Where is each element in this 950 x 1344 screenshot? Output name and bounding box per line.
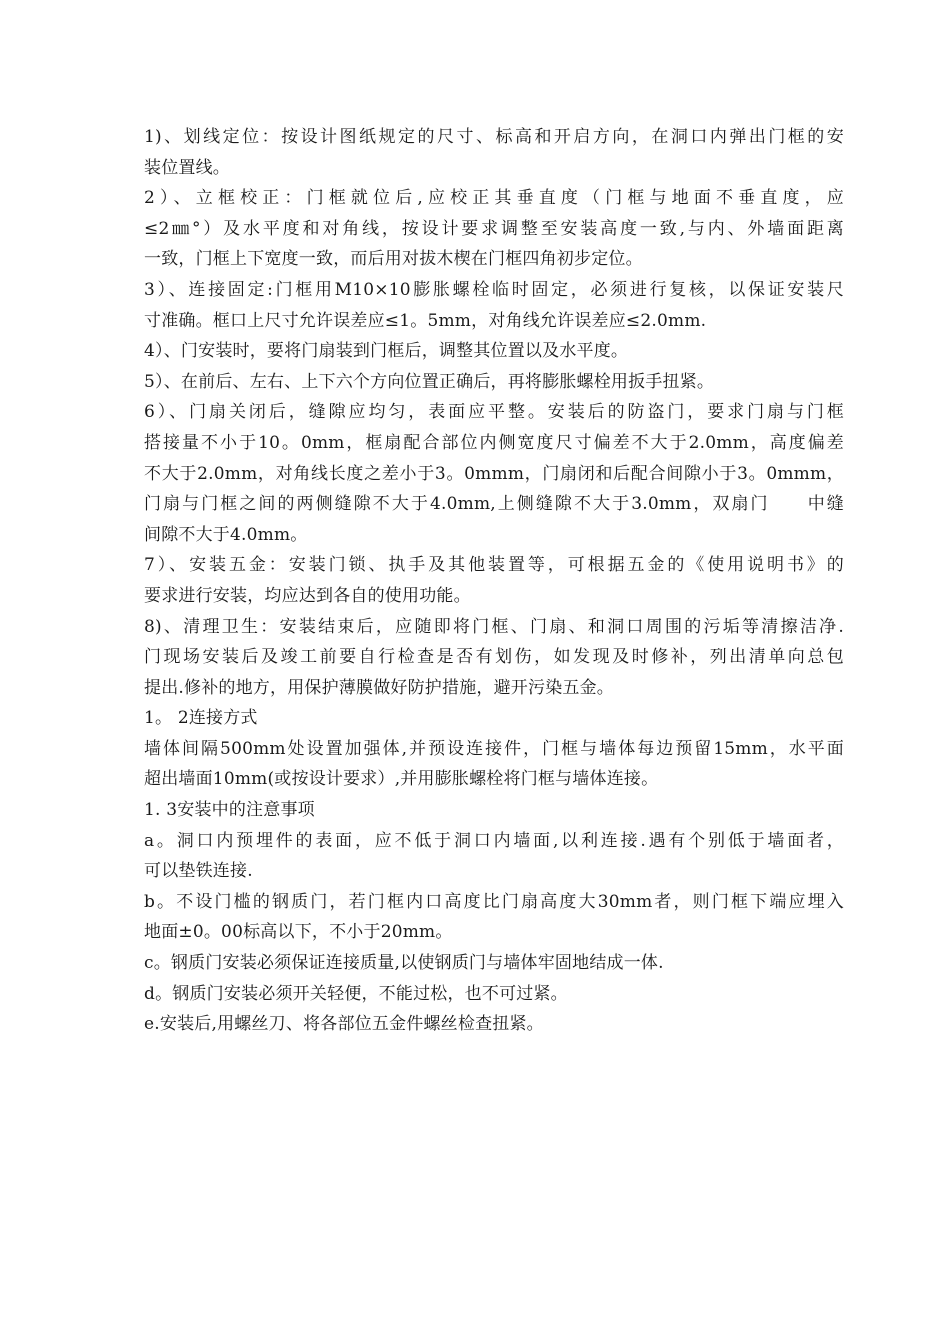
text-line: 墙体间隔500mm处设置加强体,并预设连接件，门框与墙体每边预留15mm，水平面 bbox=[144, 738, 844, 759]
text-line: 装位置线。 bbox=[144, 157, 230, 178]
text-line: 1)、划线定位：按设计图纸规定的尺寸、标高和开启方向，在洞口内弹出门框的安 bbox=[144, 127, 844, 147]
text-line: ≤2㎜°）及水平度和对角线，按设计要求调整至安装高度一致,与内、外墙面距离 bbox=[144, 218, 844, 239]
text-line: 搭接量不小于10。0mm，框扇配合部位内侧宽度尺寸偏差不大于2.0mm，高度偏差 bbox=[144, 432, 844, 453]
text-line: 不大于2.0mm，对角线长度之差小于3。0mmm，门扇闭和后配合间隙小于3。0mmm， bbox=[144, 463, 844, 484]
text-line: 2）、立框校正：门框就位后,应校正其垂直度（门框与地面不垂直度，应 bbox=[144, 188, 844, 209]
text-line: 提出.修补的地方，用保护薄膜做好防护措施，避开污染五金。 bbox=[144, 677, 615, 698]
text-line: 一致，门框上下宽度一致，而后用对拔木楔在门框四角初步定位。 bbox=[144, 249, 643, 270]
text-line: e.安装后,用螺丝刀、将各部位五金件螺丝检查扭紧。 bbox=[144, 1014, 544, 1035]
text-line: b。不设门槛的钢质门，若门框内口高度比门扇高度大30mm者，则门框下端应埋入 bbox=[144, 891, 844, 912]
text-line: 门现场安装后及竣工前要自行检查是否有划伤，如发现及时修补，列出清单向总包 bbox=[144, 647, 844, 668]
text-line: 4）、门安装时，要将门扇装到门框后，调整其位置以及水平度。 bbox=[144, 341, 629, 362]
document-body bbox=[144, 122, 844, 1040]
text-line: 6）、门扇关闭后，缝隙应均匀，表面应平整。安装后的防盗门，要求门扇与门框 bbox=[144, 402, 844, 423]
text-line: 间隙不大于4.0mm。 bbox=[144, 524, 308, 545]
text-line: 5）、在前后、左右、上下六个方向位置正确后，再将膨胀螺栓用扳手扭紧。 bbox=[144, 371, 715, 392]
text-line: 可以垫铁连接. bbox=[144, 861, 253, 882]
text-line: 超出墙面10mm(或按设计要求）,并用膨胀螺栓将门框与墙体连接。 bbox=[144, 769, 659, 790]
text-line: 要求进行安装，均应达到各自的使用功能。 bbox=[144, 585, 471, 606]
text-line: 寸准确。框口上尺寸允许误差应≤1。5mm，对角线允许误差应≤2.0mm. bbox=[144, 310, 707, 331]
text-line: 8)、清理卫生：安装结束后，应随即将门框、门扇、和洞口周围的污垢等清擦洁净. bbox=[144, 616, 844, 637]
text-line: 地面±0。00标高以下，不小于20mm。 bbox=[144, 922, 453, 943]
text-line: a。洞口内预埋件的表面，应不低于洞口内墙面,以利连接.遇有个别低于墙面者， bbox=[144, 830, 844, 851]
text-line: 1。 2连接方式 bbox=[144, 708, 258, 729]
text-line: c。钢质门安装必须保证连接质量,以使钢质门与墙体牢固地结成一体. bbox=[144, 953, 664, 974]
text-line: 1. 3安装中的注意事项 bbox=[144, 800, 315, 821]
text-line: 3）、连接固定:门框用M10×10膨胀螺栓临时固定，必须进行复核，以保证安装尺 bbox=[144, 279, 844, 300]
text-line: 门扇与门框之间的两侧缝隙不大于4.0mm,上侧缝隙不大于3.0mm，双扇门 中缝 bbox=[144, 494, 844, 515]
text-line: d。钢质门安装必须开关轻便，不能过松，也不可过紧。 bbox=[144, 983, 568, 1004]
text-line: 7）、安装五金：安装门锁、执手及其他装置等，可根据五金的《使用说明书》的 bbox=[144, 555, 844, 576]
